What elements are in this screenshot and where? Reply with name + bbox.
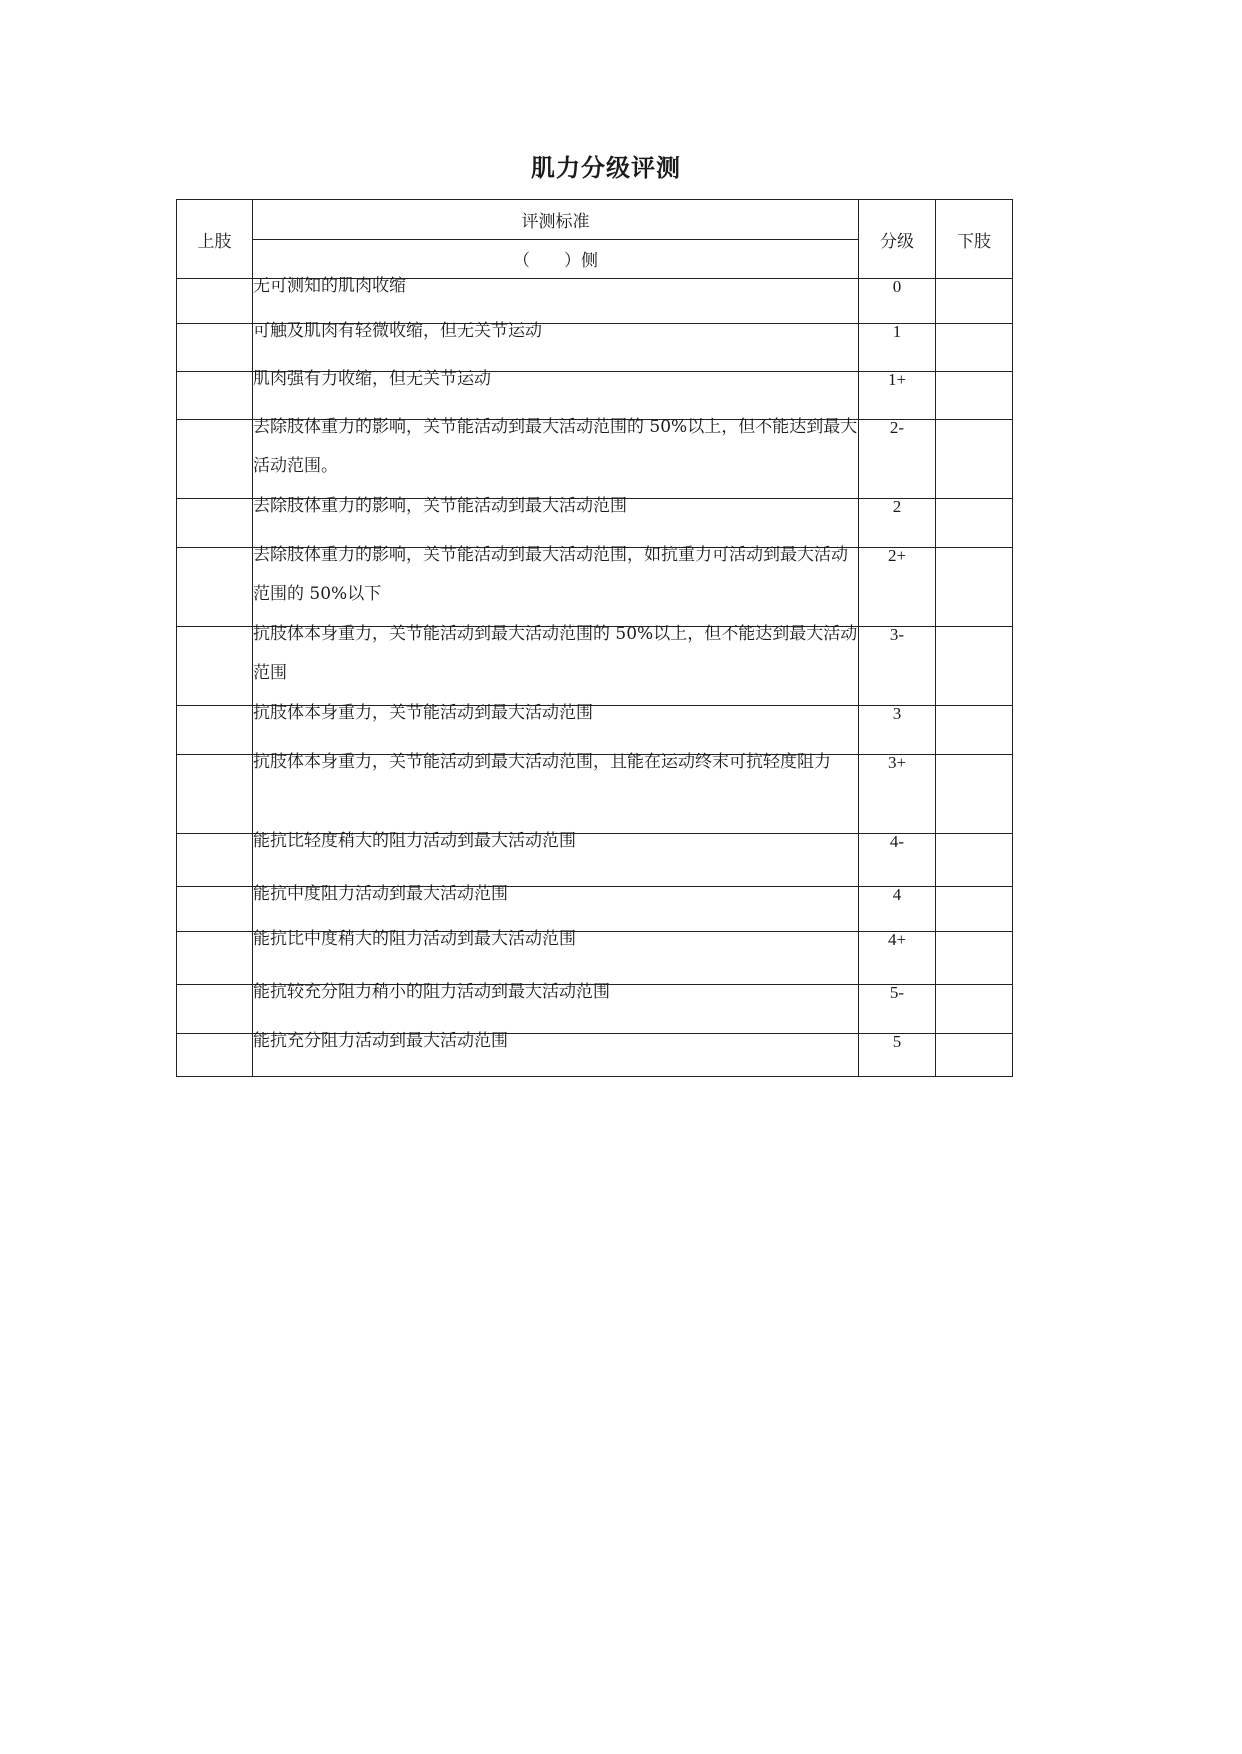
upper-limb-cell[interactable] — [177, 499, 253, 548]
grade-value: 4 — [892, 885, 902, 904]
upper-limb-cell[interactable] — [177, 627, 253, 706]
grade-value: 4+ — [887, 930, 907, 949]
grade-value: 5- — [889, 983, 905, 1002]
criterion-text: 抗肢体本身重力，关节能活动到最大活动范围，且能在运动终末可抗轻度阻力 — [253, 752, 831, 772]
criterion-text: 能抗比轻度稍大的阻力活动到最大活动范围 — [253, 831, 576, 851]
grade-value: 2- — [889, 418, 905, 437]
lower-limb-cell[interactable] — [936, 499, 1013, 548]
grade-value: 2+ — [887, 546, 907, 565]
grade-value: 1+ — [887, 370, 907, 389]
lower-limb-cell[interactable] — [936, 548, 1013, 627]
header-row — [177, 200, 1013, 240]
grade-value: 4- — [889, 832, 905, 851]
upper-limb-cell[interactable] — [177, 324, 253, 372]
table-row — [177, 1034, 1013, 1077]
header-upper-limb: 上肢 — [177, 200, 253, 279]
criterion-text: 去除肢体重力的影响，关节能活动到最大活动范围，如抗重力可活动到最大活动范围的 50%以下 — [253, 545, 848, 604]
criterion-text: 能抗充分阻力活动到最大活动范围 — [253, 1031, 508, 1051]
lower-limb-cell[interactable] — [936, 706, 1013, 755]
criterion-text: 抗肢体本身重力，关节能活动到最大活动范围的 50%以上，但不能达到最大活动范围 — [253, 624, 858, 683]
page-title: 肌力分级评测 — [531, 154, 681, 182]
upper-limb-cell[interactable] — [177, 420, 253, 499]
lower-limb-cell[interactable] — [936, 887, 1013, 932]
lower-limb-cell[interactable] — [936, 279, 1013, 324]
criterion-text: 去除肢体重力的影响，关节能活动到最大活动范围的 50%以上，但不能达到最大活动范围。 — [253, 417, 858, 476]
grade-value: 0 — [892, 277, 902, 296]
upper-limb-cell[interactable] — [177, 834, 253, 887]
grade-value: 3+ — [887, 753, 907, 772]
grade-cell — [859, 1034, 936, 1077]
upper-limb-cell[interactable] — [177, 279, 253, 324]
header-lower-limb: 下肢 — [936, 200, 1013, 279]
header-criteria: 评测标准 — [253, 200, 859, 240]
upper-limb-cell[interactable] — [177, 932, 253, 985]
criterion-text: 肌肉强有力收缩，但无关节运动 — [253, 369, 491, 389]
grade-value: 2 — [892, 497, 902, 516]
muscle-strength-table — [176, 199, 1013, 1077]
lower-limb-cell[interactable] — [936, 834, 1013, 887]
upper-limb-cell[interactable] — [177, 985, 253, 1034]
grade-value: 5 — [892, 1032, 902, 1051]
criterion-text: 去除肢体重力的影响，关节能活动到最大活动范围 — [253, 496, 627, 516]
upper-limb-cell[interactable] — [177, 548, 253, 627]
grade-value: 1 — [892, 322, 902, 341]
grade-value: 3 — [892, 704, 902, 723]
table-body — [177, 276, 1013, 1077]
lower-limb-cell[interactable] — [936, 932, 1013, 985]
upper-limb-cell[interactable] — [177, 755, 253, 834]
criterion-text: 无可测知的肌肉收缩 — [253, 276, 406, 296]
lower-limb-cell[interactable] — [936, 1034, 1013, 1077]
upper-limb-cell[interactable] — [177, 372, 253, 420]
upper-limb-cell[interactable] — [177, 1034, 253, 1077]
header-grade: 分级 — [859, 200, 936, 279]
upper-limb-cell[interactable] — [177, 887, 253, 932]
lower-limb-cell[interactable] — [936, 324, 1013, 372]
upper-limb-cell[interactable] — [177, 706, 253, 755]
criterion-text: 能抗中度阻力活动到最大活动范围 — [253, 884, 508, 904]
lower-limb-cell[interactable] — [936, 755, 1013, 834]
criterion-text: 能抗较充分阻力稍小的阻力活动到最大活动范围 — [253, 982, 610, 1002]
lower-limb-cell[interactable] — [936, 372, 1013, 420]
lower-limb-cell[interactable] — [936, 420, 1013, 499]
lower-limb-cell[interactable] — [936, 985, 1013, 1034]
lower-limb-cell[interactable] — [936, 627, 1013, 706]
grade-value: 3- — [889, 625, 905, 644]
criterion-text: 能抗比中度稍大的阻力活动到最大活动范围 — [253, 929, 576, 949]
criterion-cell — [253, 1031, 859, 1077]
criterion-text: 抗肢体本身重力，关节能活动到最大活动范围 — [253, 703, 593, 723]
criterion-text: 可触及肌肉有轻微收缩，但无关节运动 — [253, 321, 542, 341]
header-side: （ ）侧 — [253, 239, 859, 279]
